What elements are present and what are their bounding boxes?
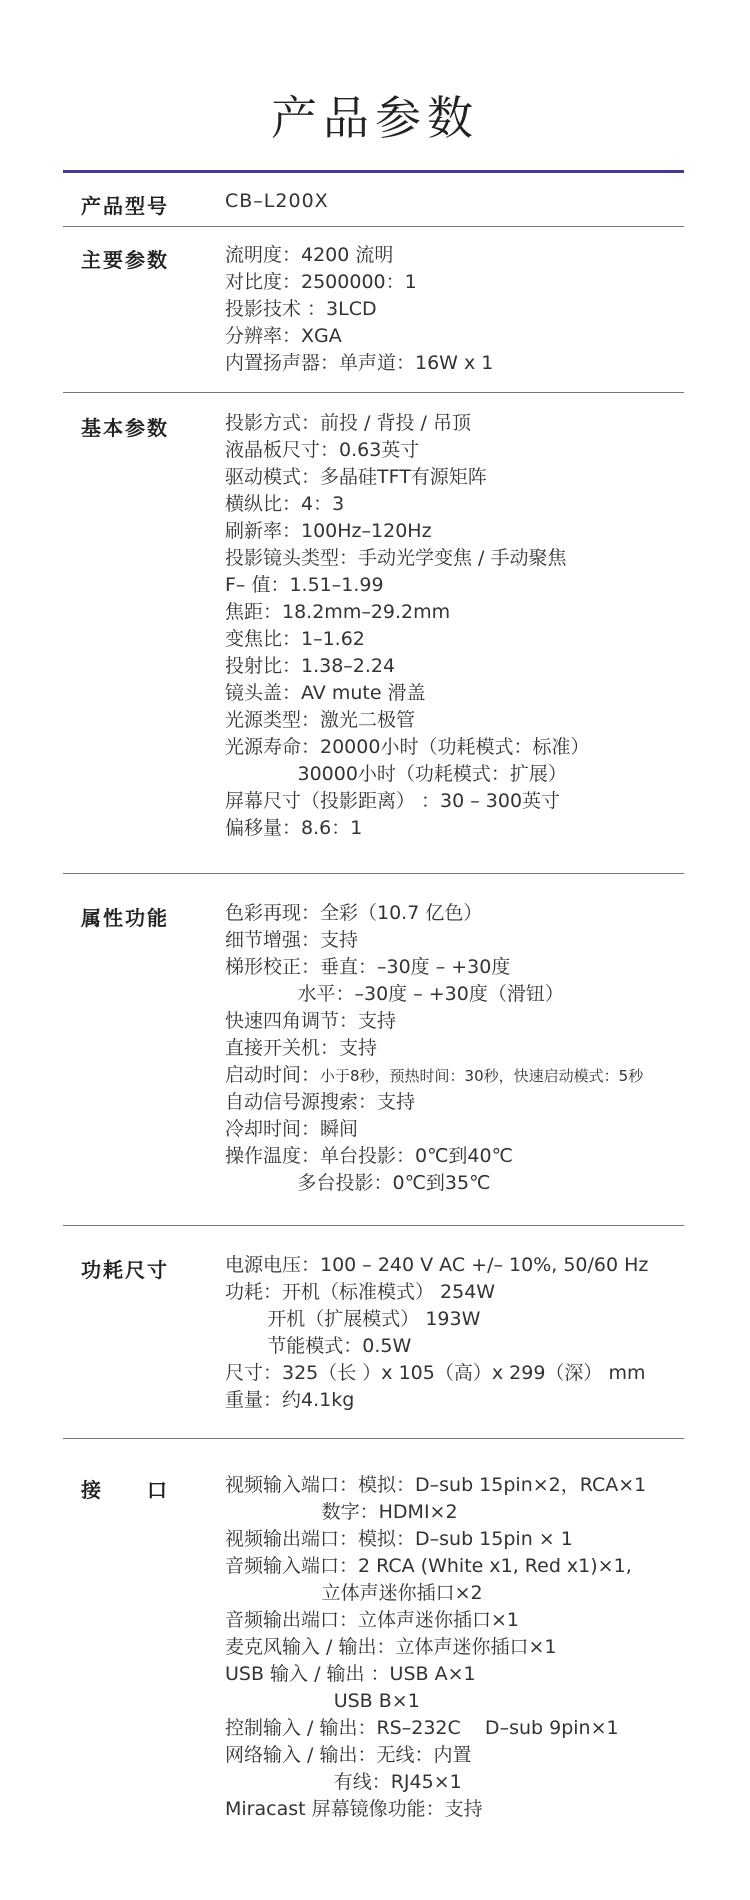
spec-line: 麦克风输入 / 输出：立体声迷你插口×1	[225, 1636, 557, 1658]
section-content	[225, 900, 643, 1197]
spec-line: 光源寿命：20000小时（功耗模式：标准）	[225, 736, 590, 758]
spec-line: 投射比：1.38–2.24	[225, 655, 396, 677]
spec-line: 内置扬声器：单声道：16W x 1	[225, 352, 494, 374]
spec-line: 投影镜头类型：手动光学变焦 / 手动聚焦	[225, 547, 567, 569]
section-main-params	[63, 240, 684, 390]
section-label: 主要参数	[81, 248, 169, 272]
spec-line: 光源类型：激光二极管	[225, 709, 416, 731]
spec-line: 立体声迷你插口×2	[225, 1582, 483, 1604]
model-number: CB–L200X	[225, 190, 329, 212]
startup-time-value: 小于8秒，预热时间：30秒，快速启动模式：5秒	[320, 1067, 644, 1085]
spec-line: 液晶板尺寸：0.63英寸	[225, 439, 420, 461]
spec-line: 镜头盖：AV mute 滑盖	[225, 682, 426, 704]
spec-line: 细节增强：支持	[225, 929, 359, 951]
spec-line: 偏移量：8.6：1	[225, 817, 363, 839]
spec-line: 音频输出端口：立体声迷你插口×1	[225, 1609, 520, 1631]
section-divider	[63, 1438, 684, 1439]
spec-line: 重量：约4.1kg	[225, 1389, 355, 1411]
spec-line: 操作温度：单台投影：0℃到40℃	[225, 1145, 513, 1167]
spec-line: 节能模式：0.5W	[225, 1335, 412, 1357]
spec-line: 多台投影：0℃到35℃	[225, 1172, 491, 1194]
section-content	[225, 1472, 646, 1823]
section-model	[63, 180, 684, 226]
startup-time-label: 启动时间：	[225, 1064, 321, 1086]
section-label: 功耗尺寸	[81, 1258, 169, 1282]
section-basic-params	[63, 408, 684, 858]
spec-line: USB 输入 / 输出 ：USB A×1	[225, 1663, 476, 1685]
spec-line: 视频输出端口：模拟：D–sub 15pin × 1	[225, 1528, 573, 1550]
section-content	[225, 188, 329, 215]
spec-line: 驱动模式：多晶硅TFT有源矩阵	[225, 466, 487, 488]
spec-line: 控制输入 / 输出：RS–232C D–sub 9pin×1	[225, 1717, 619, 1739]
spec-line: 水平：–30度 – +30度（滑钮）	[225, 983, 564, 1005]
section-features	[63, 898, 684, 1218]
spec-line: 屏幕尺寸（投影距离） ：30 – 300英寸	[225, 790, 561, 812]
section-content	[225, 242, 493, 377]
section-label: 产品型号	[81, 194, 169, 218]
spec-line: 横纵比：4：3	[225, 493, 345, 515]
spec-line: F– 值：1.51–1.99	[225, 574, 384, 596]
spec-line: 30000小时（功耗模式：扩展）	[225, 763, 567, 785]
section-interfaces	[63, 1470, 684, 1850]
spec-line: 开机（扩展模式） 193W	[225, 1308, 481, 1330]
spec-line: 分辨率：XGA	[225, 325, 342, 347]
startup-time-line	[225, 1062, 643, 1089]
spec-line: 尺寸：325（长 ）x 105（高）x 299（深） mm	[225, 1362, 646, 1384]
spec-line: 电源电压：100 – 240 V AC +/– 10%, 50/60 Hz	[225, 1254, 649, 1276]
title-underline	[63, 170, 684, 173]
page-title: 产品参数	[271, 91, 479, 145]
spec-line: 有线：RJ45×1	[225, 1771, 462, 1793]
section-label: 基本参数	[81, 416, 169, 440]
spec-line: 冷却时间：瞬间	[225, 1118, 359, 1140]
section-content	[225, 410, 589, 842]
section-divider	[63, 226, 684, 227]
spec-line: 投影技术 ：3LCD	[225, 298, 377, 320]
section-divider	[63, 392, 684, 393]
section-label: 属性功能	[81, 906, 169, 930]
spec-line: 变焦比：1–1.62	[225, 628, 365, 650]
spec-line: USB B×1	[225, 1690, 420, 1712]
spec-line: 自动信号源搜索：支持	[225, 1091, 416, 1113]
spec-line: 对比度：2500000：1	[225, 271, 417, 293]
section-content	[225, 1252, 648, 1414]
spec-line: 流明度：4200 流明	[225, 244, 394, 266]
spec-line: 直接开关机：支持	[225, 1037, 378, 1059]
spec-line: 数字：HDMI×2	[225, 1501, 458, 1523]
section-power-size	[63, 1250, 684, 1430]
spec-line: 焦距：18.2mm–29.2mm	[225, 601, 451, 623]
section-divider	[63, 873, 684, 874]
spec-line: Miracast 屏幕镜像功能：支持	[225, 1798, 483, 1820]
spec-line: 梯形校正：垂直：–30度 – +30度	[225, 956, 511, 978]
section-divider	[63, 1225, 684, 1226]
spec-line: 音频输入端口：2 RCA (White x1, Red x1)×1,	[225, 1555, 632, 1577]
spec-line: 网络输入 / 输出：无线：内置	[225, 1744, 472, 1766]
spec-line: 视频输入端口：模拟：D–sub 15pin×2，RCA×1	[225, 1474, 647, 1496]
spec-line: 功耗：开机（标准模式） 254W	[225, 1281, 496, 1303]
spec-line: 投影方式：前投 / 背投 / 吊顶	[225, 412, 471, 434]
spec-line: 刷新率：100Hz–120Hz	[225, 520, 432, 542]
section-label: 接 口	[81, 1478, 169, 1502]
spec-line: 快速四角调节：支持	[225, 1010, 397, 1032]
spec-line: 色彩再现：全彩（10.7 亿色）	[225, 902, 483, 924]
